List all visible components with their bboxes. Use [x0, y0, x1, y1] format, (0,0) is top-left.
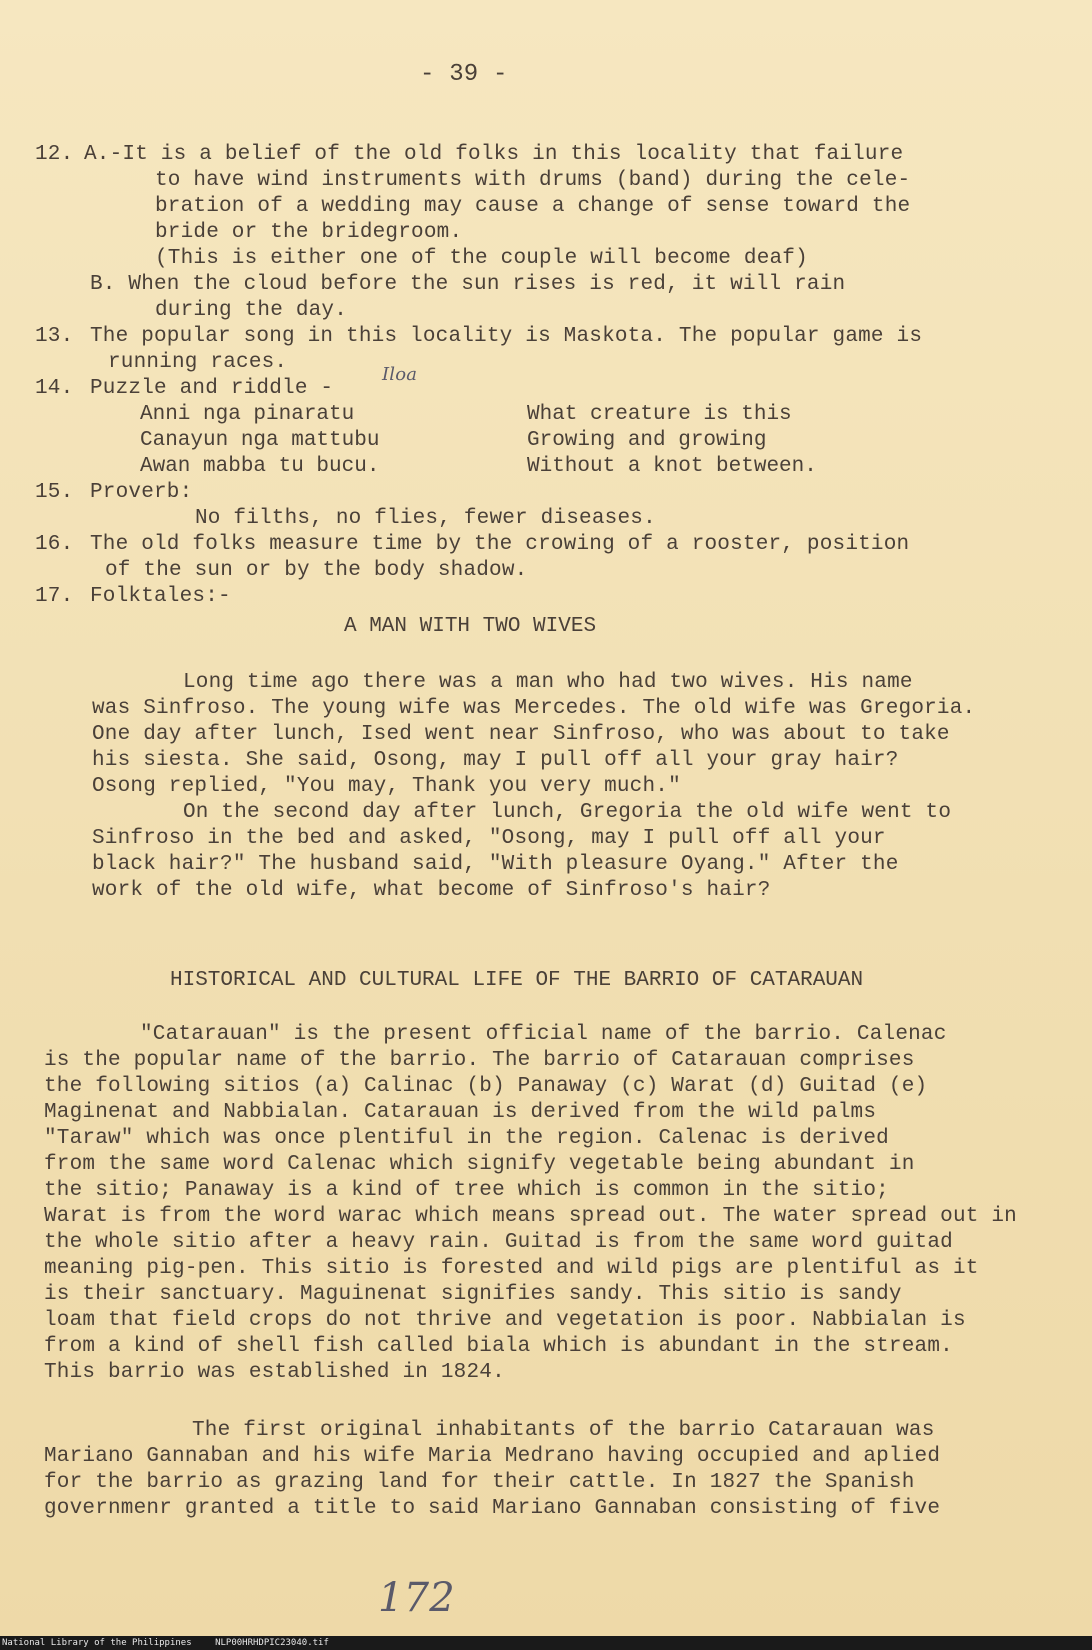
- item-17-label: Folktales:-: [90, 585, 231, 608]
- item-13-line-2: running races.: [108, 351, 288, 374]
- riddle-right-3: Without a knot between.: [527, 455, 817, 478]
- history-title: HISTORICAL AND CULTURAL LIFE OF THE BARRIO OF CATARAUAN: [170, 969, 864, 992]
- item-12-line-3: bration of a wedding may cause a change of sense toward the: [155, 195, 911, 218]
- item-12-line-2: to have wind instruments with drums (band) during the cele-: [155, 169, 911, 192]
- history-p1-line-3: the following sitios (a) Calinac (b) Panaway (c) Warat (d) Guitad (e): [44, 1075, 928, 1098]
- history-p1-line-10: meaning pig-pen. This sitio is forested and wild pigs are plentiful as it: [44, 1257, 979, 1280]
- riddle-right-1: What creature is this: [527, 403, 792, 426]
- item-17-number: 17.: [35, 585, 74, 608]
- folktale-line-4: his siesta. She said, Osong, may I pull off all your gray hair?: [92, 749, 899, 772]
- history-p2-line-3: for the barrio as grazing land for their cattle. In 1827 the Spanish: [44, 1471, 915, 1494]
- item-14-number: 14.: [35, 377, 74, 400]
- history-p1-line-11: is their sanctuary. Maguinenat signifies sandy. This sitio is sandy: [44, 1283, 902, 1306]
- folktale-line-3: One day after lunch, Ised went near Sinfroso, who was about to take: [92, 723, 950, 746]
- folktale-line-7: Sinfroso in the bed and asked, "Osong, may I pull off all your: [92, 827, 886, 850]
- folktale-line-5: Osong replied, "You may, Thank you very much.": [92, 775, 681, 798]
- history-p1-line-4: Maginenat and Nabbialan. Catarauan is derived from the wild palms: [44, 1101, 877, 1124]
- history-p1-line-13: from a kind of shell fish called biala which is abundant in the stream.: [44, 1335, 953, 1358]
- item-16-number: 16.: [35, 533, 74, 556]
- item-12b-line-2: during the day.: [155, 299, 348, 322]
- riddle-right-2: Growing and growing: [527, 429, 767, 452]
- scan-footer: [0, 1636, 1092, 1650]
- item-12b-line-1: B. When the cloud before the sun rises is red, it will rain: [90, 273, 846, 296]
- history-p1-line-7: the sitio; Panaway is a kind of tree which is common in the sitio;: [44, 1179, 889, 1202]
- folktale-line-1: Long time ago there was a man who had two wives. His name: [183, 671, 913, 694]
- item-12-line-4: bride or the bridegroom.: [155, 221, 463, 244]
- item-12-line-5: (This is either one of the couple will become deaf): [155, 247, 808, 270]
- history-p1-line-8: Warat is from the word warac which means spread out. The water spread out in: [44, 1205, 1017, 1228]
- history-p1-line-6: from the same word Calenac which signify vegetable being abundant in: [44, 1153, 915, 1176]
- folktale-line-9: work of the old wife, what become of Sinfroso's hair?: [92, 879, 771, 902]
- item-13-number: 13.: [35, 325, 74, 348]
- riddle-left-1: Anni nga pinaratu: [140, 403, 355, 426]
- handwritten-number: 172: [378, 1575, 455, 1621]
- history-p2-line-2: Mariano Gannaban and his wife Maria Medrano having occupied and aplied: [44, 1445, 941, 1468]
- history-p1-line-12: loam that field crops do not thrive and vegetation is poor. Nabbialan is: [44, 1309, 966, 1332]
- footer-filename: NLP00HRHDPIC23040.tif: [215, 1638, 329, 1648]
- history-p1-line-5: "Taraw" which was once plentiful in the region. Calenac is derived: [44, 1127, 889, 1150]
- folktale-line-6: On the second day after lunch, Gregoria the old wife went to: [183, 801, 952, 824]
- history-p1-line-14: This barrio was established in 1824.: [44, 1361, 505, 1384]
- riddle-left-3: Awan mabba tu bucu.: [140, 455, 380, 478]
- page-number: - 39 -: [420, 61, 508, 88]
- riddle-left-2: Canayun nga mattubu: [140, 429, 380, 452]
- history-p1-line-2: is the popular name of the barrio. The barrio of Catarauan comprises: [44, 1049, 915, 1072]
- item-12-number: 12.: [35, 143, 74, 166]
- item-15-number: 15.: [35, 481, 74, 504]
- proverb-text: No filths, no flies, fewer diseases.: [195, 507, 656, 530]
- history-p2-line-1: The first original inhabitants of the barrio Catarauan was: [192, 1419, 935, 1442]
- item-12-line-1: A.-It is a belief of the old folks in this locality that failure: [84, 143, 904, 166]
- item-16-line-1: The old folks measure time by the crowing of a rooster, position: [90, 533, 910, 556]
- item-15-label: Proverb:: [90, 481, 193, 504]
- folktale-title: A MAN WITH TWO WIVES: [344, 615, 597, 638]
- item-14-label: Puzzle and riddle -: [90, 377, 334, 400]
- handwritten-annotation: Iloa: [382, 364, 418, 385]
- folktale-line-8: black hair?" The husband said, "With pleasure Oyang." After the: [92, 853, 899, 876]
- history-p2-line-4: governmenr granted a title to said Mariano Gannaban consisting of five: [44, 1497, 941, 1520]
- history-p1-line-9: the whole sitio after a heavy rain. Guitad is from the same word guitad: [44, 1231, 953, 1254]
- item-13-line-1: The popular song in this locality is Maskota. The popular game is: [90, 325, 923, 348]
- history-p1-line-1: "Catarauan" is the present official name of the barrio. Calenac: [140, 1023, 947, 1046]
- folktale-line-2: was Sinfroso. The young wife was Mercedes. The old wife was Gregoria.: [92, 697, 976, 720]
- footer-library: National Library of the Philippines: [2, 1638, 192, 1648]
- item-16-line-2: of the sun or by the body shadow.: [105, 559, 528, 582]
